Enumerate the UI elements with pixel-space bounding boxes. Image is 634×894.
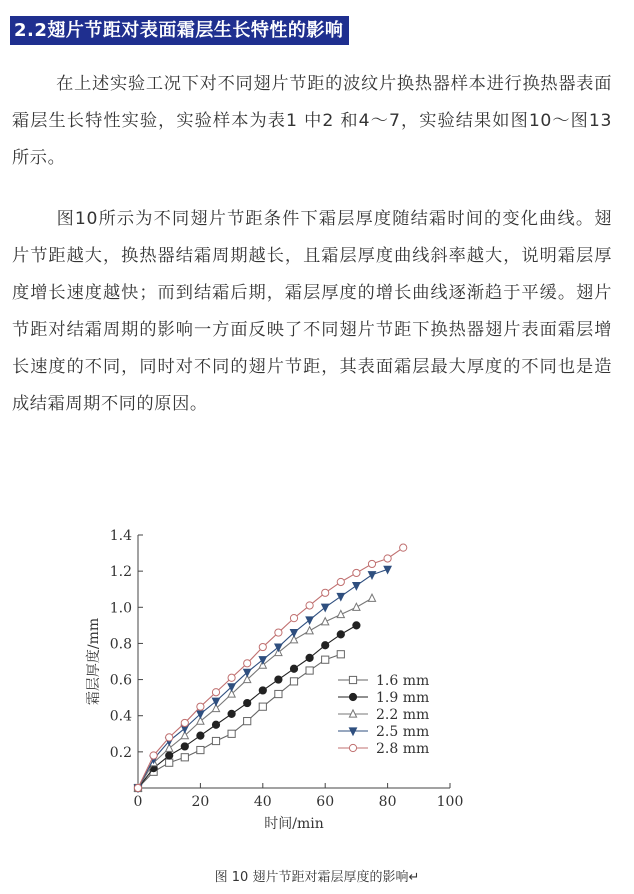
series-1-point — [290, 678, 297, 685]
series-5-point — [306, 602, 313, 609]
series-3-point — [368, 594, 375, 601]
y-tick-label: 0.8 — [109, 636, 132, 653]
series-2-point — [306, 654, 313, 661]
series-1-point — [181, 754, 188, 761]
figure-chart — [80, 520, 500, 840]
legend-label-3: 2.2 mm — [376, 707, 430, 723]
series-5-point — [400, 544, 407, 551]
paragraph-1 — [12, 66, 612, 177]
y-axis-label: 霜层厚度/mm — [86, 617, 102, 706]
series-1-point — [259, 703, 266, 710]
legend-label-5: 2.8 mm — [376, 741, 430, 757]
series-2-point — [353, 622, 360, 629]
series-5-point — [244, 660, 251, 667]
y-tick-label: 1.0 — [109, 600, 132, 617]
legend-label-1: 1.6 mm — [376, 673, 430, 689]
x-tick-label: 100 — [436, 794, 464, 810]
series-1-point — [197, 746, 204, 753]
series-1-point — [306, 667, 313, 674]
series-1-point — [275, 690, 282, 697]
section-title: 2.2翅片节距对表面霜层生长特性的影响 — [10, 16, 349, 45]
x-tick-label: 20 — [191, 794, 210, 810]
series-2-point — [244, 699, 251, 706]
series-2-point — [166, 752, 173, 759]
series-3-point — [353, 603, 360, 610]
series-5-point — [384, 555, 391, 562]
x-tick-label: 80 — [378, 794, 397, 810]
series-4-point — [322, 604, 329, 611]
series-5-point — [134, 784, 141, 791]
x-tick-label: 40 — [253, 794, 272, 810]
series-line-5 — [138, 548, 403, 788]
y-tick-label: 0.2 — [109, 744, 132, 761]
figure-caption: 图 10 翅片节距对霜层厚度的影响↵ — [214, 870, 420, 885]
series-1-point — [322, 656, 329, 663]
series-2-point — [322, 642, 329, 649]
series-1-point — [228, 730, 235, 737]
series-2-point — [212, 721, 219, 728]
series-5-point — [275, 629, 282, 636]
paragraph-2 — [12, 201, 612, 423]
y-tick-label: 1.2 — [109, 564, 132, 581]
series-4-point — [337, 593, 344, 600]
y-tick-label: 0.4 — [109, 708, 132, 725]
series-4-point — [353, 583, 360, 590]
series-1-point — [244, 718, 251, 725]
paragraph-1-text: 在上述实验工况下对不同翅片节距的波纹片换热器样本进行换热器表面霜层生长特性实验，实验样本为表1 中2 和4～7，实验结果如图10～图13所示。 — [12, 74, 612, 168]
x-axis-label: 时间/min — [264, 816, 324, 832]
frost-thickness-chart — [80, 520, 500, 840]
y-tick-label: 0.6 — [109, 672, 132, 689]
series-2-point — [275, 676, 282, 683]
series-2-point — [228, 710, 235, 717]
series-5-point — [322, 589, 329, 596]
legend-marker-2 — [349, 693, 356, 700]
series-5-point — [368, 560, 375, 567]
series-2-point — [337, 631, 344, 638]
legend-label-4: 2.5 mm — [376, 724, 430, 740]
series-5-point — [353, 569, 360, 576]
series-4-point — [212, 698, 219, 705]
series-5-point — [212, 689, 219, 696]
paragraph-2-text: 图10所示为不同翅片节距条件下霜层厚度随结霜时间的变化曲线。翅片节距越大，换热器结霜周期越长，且霜层厚度曲线斜率越大，说明霜层厚度增长速度越快；而到结霜后期，霜层厚度的增长曲线逐渐趋于平缓。翅片节距对结霜周期的影响一方面反映了不同翅片节距下换热器翅片表面霜层增长速度的不同，同时对不同的翅片节距，其表面霜层最大厚度的不同也是造成结霜周期不同的原因。 — [12, 209, 612, 414]
series-5-point — [150, 752, 157, 759]
series-1-point — [337, 651, 344, 658]
series-5-point — [228, 674, 235, 681]
series-5-point — [181, 719, 188, 726]
legend-label-2: 1.9 mm — [376, 690, 430, 706]
legend-marker-1 — [349, 676, 356, 683]
series-2-point — [290, 665, 297, 672]
series-3-point — [322, 618, 329, 625]
series-3-point — [306, 627, 313, 634]
legend-marker-5 — [349, 744, 356, 751]
y-tick-label: 1.4 — [109, 528, 132, 544]
series-2-point — [259, 687, 266, 694]
series-4-point — [368, 572, 375, 579]
series-2-point — [181, 743, 188, 750]
series-5-point — [197, 703, 204, 710]
x-tick-label: 60 — [316, 794, 335, 810]
series-1-point — [212, 737, 219, 744]
series-5-point — [290, 615, 297, 622]
series-1-point — [166, 759, 173, 766]
series-5-point — [337, 578, 344, 585]
series-5-point — [166, 734, 173, 741]
series-4-point — [306, 617, 313, 624]
series-5-point — [259, 643, 266, 650]
series-3-point — [337, 610, 344, 617]
series-2-point — [197, 732, 204, 739]
x-tick-label: 0 — [133, 794, 143, 810]
